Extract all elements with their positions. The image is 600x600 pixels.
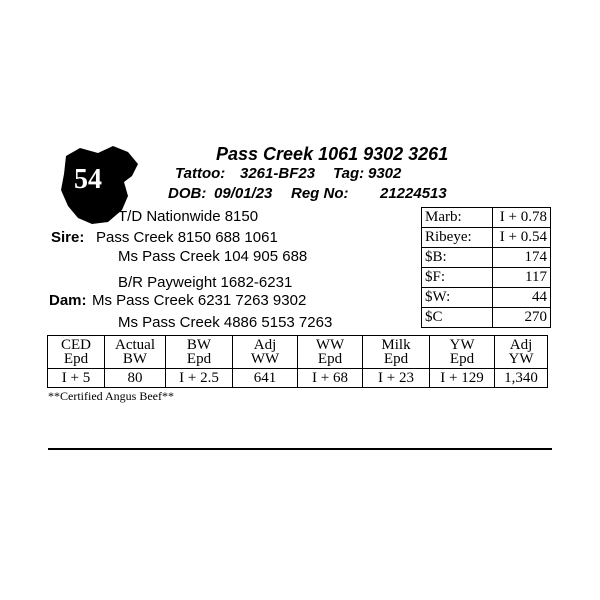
stat-row: [422, 228, 551, 248]
dam-label: Dam:: [49, 292, 87, 309]
epd-header-top: Adj: [253, 337, 277, 353]
epd-value-row: [48, 369, 548, 388]
footnote: **Certified Angus Beef**: [48, 389, 174, 403]
stat-value: I + 0.78: [493, 208, 551, 228]
sire-name: Pass Creek 8150 688 1061: [96, 229, 278, 246]
stat-label: Marb:: [422, 208, 493, 228]
dob-value: 09/01/23: [214, 185, 273, 202]
epd-value-bw-epd: I + 2.5: [166, 369, 233, 388]
epd-value-ww-epd: I + 68: [298, 369, 363, 388]
epd-header-actual-bw: [105, 336, 166, 369]
epd-header-bottom: Epd: [186, 351, 212, 367]
stat-row: [422, 248, 551, 268]
epd-header-milk-epd: [363, 336, 430, 369]
stat-value: I + 0.54: [493, 228, 551, 248]
epd-header-adj-yw: [495, 336, 548, 369]
stat-value: 44: [493, 288, 551, 308]
stat-label: $C: [422, 308, 493, 328]
tag-value: 9302: [368, 165, 402, 182]
tag-label: Tag:: [333, 165, 365, 182]
epd-header-top: Adj: [509, 337, 533, 353]
reg-value: 21224513: [380, 185, 447, 202]
stat-value: 174: [493, 248, 551, 268]
epd-header-top: WW: [315, 337, 345, 353]
epd-table: [47, 335, 548, 388]
epd-header-top: CED: [61, 337, 91, 353]
epd-header-top: Milk: [381, 337, 411, 353]
epd-header-adj-ww: [233, 336, 298, 369]
carcass-stats-table: [421, 207, 551, 328]
lot-number: 54: [74, 164, 102, 195]
epd-value-adj-ww: 641: [233, 369, 298, 388]
epd-header-bottom: Epd: [317, 351, 343, 367]
epd-value-ced: I + 5: [48, 369, 105, 388]
stat-label: Ribeye:: [422, 228, 493, 248]
sire-sire: T/D Nationwide 8150: [118, 208, 259, 225]
epd-header-bottom: YW: [508, 351, 534, 367]
epd-header-top: BW: [186, 337, 212, 353]
stat-row: [422, 268, 551, 288]
tattoo-value: 3261-BF23: [240, 165, 316, 182]
stat-label: $F:: [422, 268, 493, 288]
epd-value-actual-bw: 80: [105, 369, 166, 388]
epd-value-yw-epd: I + 129: [430, 369, 495, 388]
epd-header-bottom: Epd: [383, 351, 409, 367]
dam-sire: B/R Payweight 1682-6231: [118, 274, 293, 291]
stat-value: 270: [493, 308, 551, 328]
epd-header-bw-epd: [166, 336, 233, 369]
dam-name: Ms Pass Creek 6231 7263 9302: [92, 292, 307, 309]
epd-header-bottom: WW: [250, 351, 280, 367]
stat-value: 117: [493, 268, 551, 288]
animal-name: Pass Creek 1061 9302 3261: [216, 144, 449, 164]
dob-label: DOB:: [168, 185, 207, 202]
epd-header-ww-epd: [298, 336, 363, 369]
epd-header-top: YW: [449, 337, 475, 353]
epd-header-bottom: Epd: [63, 351, 89, 367]
stat-label: $B:: [422, 248, 493, 268]
stat-row: [422, 208, 551, 228]
stat-row: [422, 308, 551, 328]
epd-value-adj-yw: 1,340: [495, 369, 548, 388]
stat-row: [422, 288, 551, 308]
sire-dam: Ms Pass Creek 104 905 688: [118, 248, 308, 265]
epd-header-row: [48, 336, 548, 369]
footer-divider: [48, 448, 552, 450]
epd-header-top: Actual: [115, 337, 155, 353]
tattoo-label: Tattoo:: [175, 165, 226, 182]
epd-value-milk-epd: I + 23: [363, 369, 430, 388]
sire-label: Sire:: [51, 229, 85, 246]
stat-label: $W:: [422, 288, 493, 308]
epd-header-ced: [48, 336, 105, 369]
epd-header-bottom: Epd: [449, 351, 475, 367]
reg-label: Reg No:: [291, 185, 349, 202]
epd-header-yw-epd: [430, 336, 495, 369]
dam-dam: Ms Pass Creek 4886 5153 7263: [118, 314, 333, 331]
epd-header-bottom: BW: [122, 351, 148, 367]
